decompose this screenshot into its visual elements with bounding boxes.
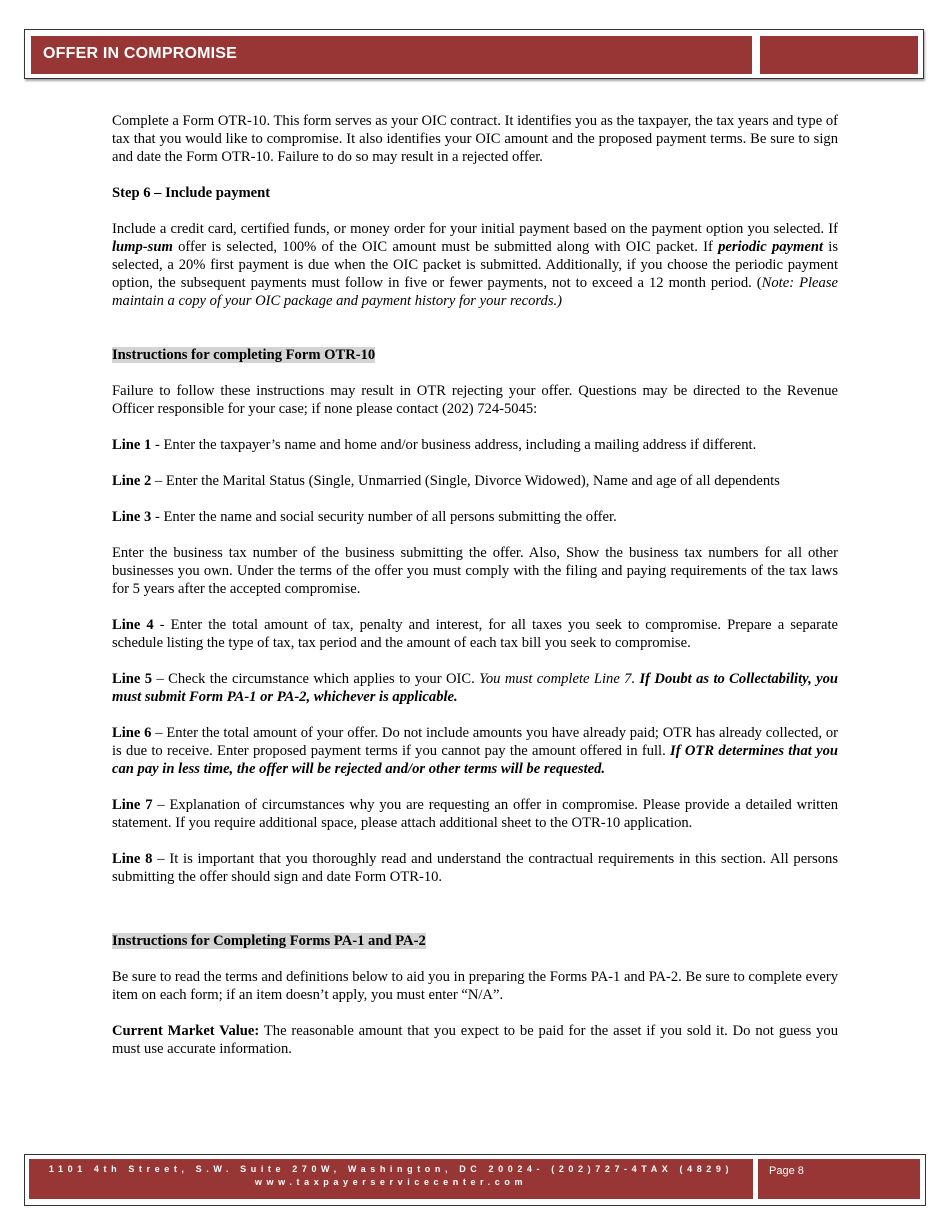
step6-paragraph: Include a credit card, certified funds, or money order for your initial payment based on the payment option you selected. If lump-sum offer is selected, 100% of the OIC amount must be submitted along with OIC packet. If periodic payment is selected, a 20% first payment is due when the OIC packet is submitted. Additionally, if you choose the periodic payment option, the subsequent payments must follow in five or fewer payments, not to exceed a 12 month period. (Note: Please maintain a copy of your OIC package and payment history for your records.)	[112, 221, 838, 309]
pa-intro: Be sure to read the terms and definitions below to aid you in preparing the Forms PA-1 and PA-2. Be sure to complete every item on each form; if an item doesn’t apply, you must enter “N/A”.	[112, 969, 838, 1003]
line-8: Line 8 – It is important that you thoroughly read and understand the contractual requirements in this section. All persons submitting the offer should sign and date Form OTR-10.	[112, 851, 838, 885]
header-bar	[31, 36, 752, 74]
line-5: Line 5 – Check the circumstance which applies to your OIC. You must complete Line 7. If Doubt as to Collectability, you must submit Form PA-1 or PA-2, whichever is applicable.	[112, 671, 838, 705]
line-4: Line 4 - Enter the total amount of tax, penalty and interest, for all taxes you seek to compromise. Prepare a separate schedule listing the type of tax, tax period and the amount of each tax bill you seek to compromise.	[112, 617, 838, 651]
line-1: Line 1 - Enter the taxpayer’s name and home and/or business address, including a mailing address if different.	[112, 437, 757, 453]
footer-page-block	[758, 1159, 920, 1199]
line-7: Line 7 – Explanation of circumstances why you are requesting an offer in compromise. Please provide a detailed written statement. If you require additional space, please attach additional sheet to the OTR-10 application.	[112, 797, 839, 831]
footer-bar	[29, 1159, 753, 1199]
otr10-heading: Instructions for completing Form OTR-10	[112, 347, 376, 363]
step6-heading: Step 6 – Include payment	[112, 185, 271, 201]
pa-heading: Instructions for Completing Forms PA-1 and PA-2	[112, 933, 426, 949]
line-3: Line 3 - Enter the name and social security number of all persons submitting the offer.	[112, 509, 617, 525]
intro-paragraph: Complete a Form OTR-10. This form serves as your OIC contract. It identifies you as the taxpayer, the tax years and type of tax that you would like to compromise. It also identifies your OIC amount and the proposed payment terms. Be sure to sign and date the Form OTR-10. Failure to do so may result in a rejected offer.	[112, 113, 838, 165]
footer-address: 1101 4th Street, S.W. Suite 270W, Washington, DC 20024- (202)727-4TAX (4829)	[48, 1164, 734, 1174]
line-2: Line 2 – Enter the Marital Status (Single, Unmarried (Single, Divorce Widowed), Name and age of all dependents	[112, 473, 780, 489]
page-number: Page 8	[769, 1165, 804, 1177]
footer-website[interactable]: www.taxpayerservicecenter.com	[254, 1177, 528, 1187]
header-side-block	[760, 36, 918, 74]
document-body	[112, 112, 838, 1058]
line-6: Line 6 – Enter the total amount of your offer. Do not include amounts you have already paid; OTR has already collected, or is due to receive. Enter proposed payment terms if you cannot pay the amount offered in full. If OTR determines that you can pay in less time, the offer will be rejected and/or other terms will be requested.	[112, 725, 839, 777]
page-title: OFFER IN COMPROMISE	[43, 45, 238, 62]
business-tax-paragraph: Enter the business tax number of the business submitting the offer. Also, Show the business tax numbers for all other businesses you own. Under the terms of the offer you must comply with the filing and paying requirements of the tax laws for 5 years after the accepted compromise.	[112, 545, 838, 597]
current-market-value: Current Market Value: The reasonable amount that you expect to be paid for the asset if you sold it. Do not guess you must use accurate information.	[112, 1023, 839, 1057]
otr10-intro: Failure to follow these instructions may result in OTR rejecting your offer. Questions may be directed to the Revenue Officer responsible for your case; if none please contact (202) 724-5045:	[112, 383, 838, 417]
